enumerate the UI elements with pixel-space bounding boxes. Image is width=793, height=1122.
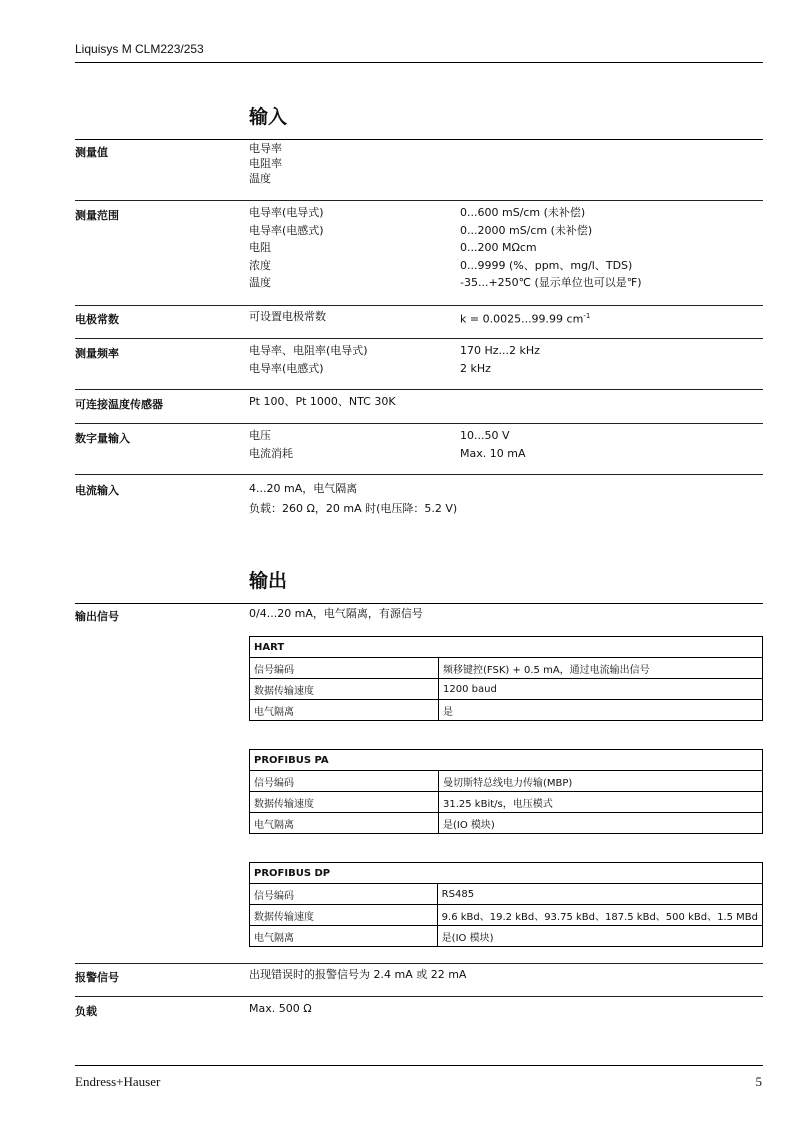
table-cell: RS485 (437, 884, 762, 905)
value-line: 电导率 (249, 142, 282, 155)
param-line: 电导率(电感式) (249, 361, 324, 375)
table-cell: 电气隔离 (250, 813, 439, 834)
table-cell: 数据传输速度 (250, 905, 438, 926)
footer-rule (75, 1065, 763, 1066)
table-cell: 是(IO 模块) (439, 813, 763, 834)
table-cell: 信号编码 (250, 884, 438, 905)
row-value-output-signal: 0/4...20 mA，电气隔离，有源信号 (249, 607, 423, 620)
param-line: 电导率、电阻率(电导式) (249, 344, 368, 357)
value-line: 负载：260 Ω，20 mA 时(电压降：5.2 V) (249, 502, 458, 515)
table-row (250, 926, 763, 947)
cell-constant-exponent: -1 (583, 312, 591, 320)
row-label-digital-input: 数字量输入 (75, 432, 130, 445)
value-line: 温度 (249, 172, 271, 185)
row-values-measured-value (249, 141, 282, 186)
row-label-temperature-sensors: 可连接温度传感器 (75, 398, 163, 411)
section-rule-input (75, 139, 763, 140)
param-line: 电流消耗 (249, 446, 293, 460)
value-line: 0...9999 (%、ppm、mg/l、TDS) (460, 258, 633, 272)
row-label-measuring-range: 测量范围 (75, 209, 119, 222)
table-title: PROFIBUS DP (250, 863, 763, 884)
row-divider (75, 963, 763, 964)
row-divider (75, 200, 763, 201)
table-row (250, 700, 763, 721)
table-row (250, 905, 763, 926)
row-divider (75, 305, 763, 306)
table-cell: 31.25 kBit/s，电压模式 (439, 792, 763, 813)
row-divider (75, 338, 763, 339)
value-line: 0...2000 mS/cm (未补偿) (460, 223, 593, 237)
table-row (250, 658, 763, 679)
param-line: 电导率(电导式) (249, 206, 324, 219)
value-line: 2 kHz (460, 361, 491, 375)
row-value-load: Max. 500 Ω (249, 1002, 312, 1015)
param-line: 电导率(电感式) (249, 223, 324, 237)
table-header-row (250, 637, 763, 658)
row-params-digital-input (249, 427, 293, 462)
profibus-dp-table (249, 862, 763, 947)
table-cell: 频移键控(FSK) + 0.5 mA，通过电流输出信号 (439, 658, 763, 679)
value-line: -35...+250℃ (显示单位也可以是℉) (460, 276, 642, 289)
row-label-measuring-frequency: 测量频率 (75, 347, 119, 360)
table-header-row (250, 750, 763, 771)
row-divider (75, 389, 763, 390)
table-cell: 电气隔离 (250, 700, 439, 721)
value-line: 0...200 MΩcm (460, 241, 537, 254)
table-header-row (250, 863, 763, 884)
row-divider (75, 996, 763, 997)
row-label-alarm-signal: 报警信号 (75, 971, 119, 984)
table-row (250, 771, 763, 792)
header-rule (75, 62, 763, 63)
row-values-measuring-frequency (460, 342, 540, 377)
table-cell: 是(IO 模块) (437, 926, 762, 947)
row-value-temperature-sensors: Pt 100、Pt 1000、NTC 30K (249, 395, 396, 408)
param-line: 温度 (249, 276, 271, 289)
value-line: 10...50 V (460, 429, 510, 442)
section-title-output: 输出 (249, 570, 288, 592)
table-row (250, 792, 763, 813)
section-title-input: 输入 (249, 106, 288, 128)
value-line: 0...600 mS/cm (未补偿) (460, 206, 586, 219)
table-row (250, 813, 763, 834)
table-cell: 是 (439, 700, 763, 721)
row-divider (75, 423, 763, 424)
row-label-output-signal: 输出信号 (75, 610, 119, 623)
value-line: Max. 10 mA (460, 446, 526, 460)
cell-constant-value: k = 0.0025...99.99 cm (460, 312, 584, 326)
row-value-alarm-signal: 出现错误时的报警信号为 2.4 mA 或 22 mA (249, 968, 467, 981)
row-value-cell-constant (460, 308, 590, 328)
param-line: 电阻 (249, 241, 271, 254)
row-label-load: 负载 (75, 1005, 97, 1018)
table-row (250, 679, 763, 700)
row-label-measured-value: 测量值 (75, 146, 108, 159)
table-title: HART (250, 637, 763, 658)
table-cell: 数据传输速度 (250, 679, 439, 700)
profibus-pa-table (249, 749, 763, 834)
table-cell: 电气隔离 (250, 926, 438, 947)
footer-brand: Endress+Hauser (75, 1074, 161, 1089)
value-line: 170 Hz...2 kHz (460, 344, 540, 357)
row-values-digital-input (460, 427, 525, 462)
row-label-cell-constant: 电极常数 (75, 313, 119, 326)
row-values-current-input (249, 479, 457, 519)
page-number: 5 (755, 1074, 762, 1089)
row-divider (75, 474, 763, 475)
table-cell: 1200 baud (439, 679, 763, 700)
row-param-cell-constant: 可设置电极常数 (249, 310, 326, 323)
document-title: Liquisys M CLM223/253 (75, 42, 204, 56)
section-rule-output (75, 603, 763, 604)
value-line: 4...20 mA，电气隔离 (249, 482, 358, 495)
table-cell: 9.6 kBd、19.2 kBd、93.75 kBd、187.5 kBd、500 kBd、1.5 MBd (437, 905, 762, 926)
row-values-measuring-range (460, 204, 642, 292)
table-cell: 数据传输速度 (250, 792, 439, 813)
param-line: 电压 (249, 429, 271, 442)
row-params-measuring-range (249, 204, 324, 292)
hart-table (249, 636, 763, 721)
table-cell: 曼切斯特总线电力传输(MBP) (439, 771, 763, 792)
table-cell: 信号编码 (250, 771, 439, 792)
param-line: 浓度 (249, 258, 271, 272)
table-row (250, 884, 763, 905)
row-label-current-input: 电流输入 (75, 484, 119, 497)
value-line: 电阻率 (249, 157, 282, 170)
row-params-measuring-frequency (249, 342, 368, 377)
table-title: PROFIBUS PA (250, 750, 763, 771)
table-cell: 信号编码 (250, 658, 439, 679)
